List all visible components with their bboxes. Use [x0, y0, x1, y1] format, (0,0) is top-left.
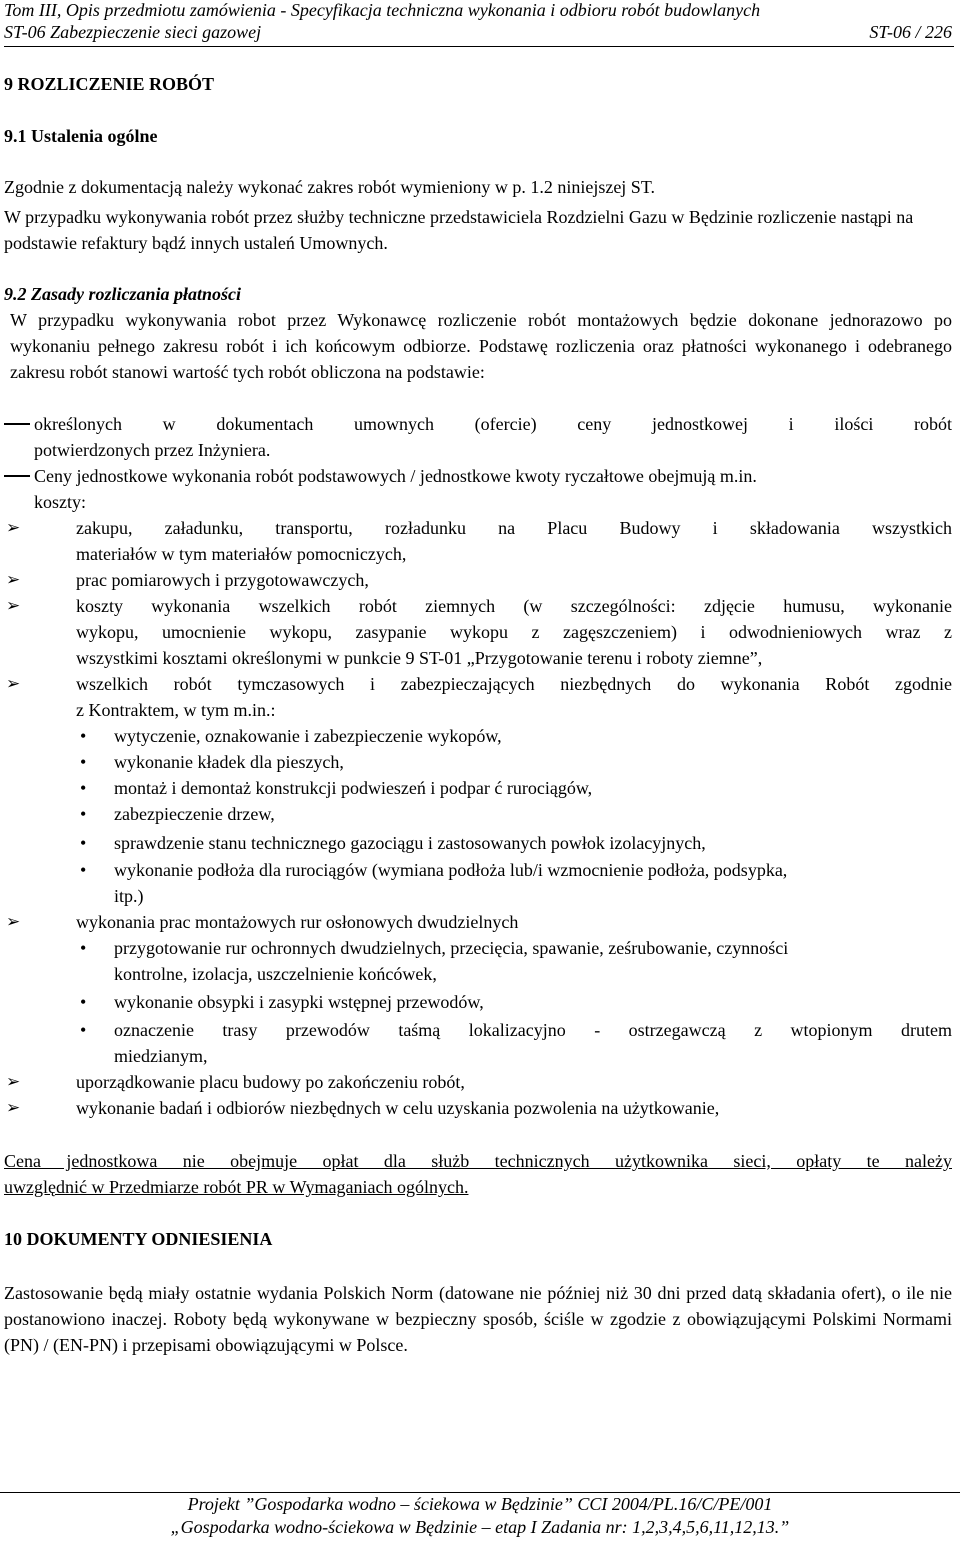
- cost-item-1-b: materiałów w tym materiałów pomocniczych,: [76, 544, 407, 564]
- section-10-paragraph: Zastosowanie będą miały ostatnie wydania Polskich Norm (datowane nie później niż 30 dni przed datą składania ofert), o ile nie postanowiono inaczej. Roboty będą wykonywane w bezpieczny sposób, ściśle w zgodzie z obowiązującymi Polskimi Normami (PN) / (EN-PN) i przepisami obowiązującymi w Polsce.: [4, 1283, 952, 1355]
- bullet-dot-icon: •: [80, 833, 87, 853]
- cost-item-3-a: koszty wykonania wszelkich robót ziemnych (w szczególności: zdjęcie humusu, wykonanie: [76, 596, 952, 616]
- price-note-b: uwzględnić w Przedmiarze robót PR w Wymaganiach ogólnych.: [4, 1177, 469, 1197]
- arrow-bullet-icon: ➢: [6, 674, 21, 693]
- section-10-title: 10 DOKUMENTY ODNIESIENIA: [4, 1229, 273, 1249]
- subitem-b6-b: itp.): [114, 886, 144, 906]
- section-9-1-title: 9.1 Ustalenia ogólne: [4, 126, 158, 146]
- footer-project: Projekt ”Gospodarka wodno – ściekowa w Będzinie” CCI 2004/PL.16/C/PE/001: [187, 1494, 773, 1514]
- subitem-c3-a: oznaczenie trasy przewodów taśmą lokalizacyjno - ostrzegawczą z wtopionym drutem: [114, 1020, 952, 1040]
- cost-item-3-c: wszystkimi kosztami określonymi w punkcie 9 ST-01 „Przygotowanie terenu i roboty ziemne”,: [76, 648, 763, 668]
- subitem-b3: montaż i demontaż konstrukcji podwieszeń i podpar ć rurociągów,: [114, 778, 593, 798]
- footer-task: „Gospodarka wodno-ściekowa w Będzinie – etap I Zadania nr: 1,2,3,4,5,6,11,12,13.”: [170, 1517, 790, 1537]
- subitem-c2: wykonanie obsypki i zasypki wstępnej przewodów,: [114, 992, 484, 1012]
- subitem-c1-a: przygotowanie rur ochronnych dwudzielnych, przecięcia, spawanie, ześrubowanie, czynności: [114, 938, 789, 958]
- arrow-bullet-icon: ➢: [6, 1072, 21, 1091]
- bullet-dot-icon: •: [80, 726, 87, 746]
- cost-item-4-b: z Kontraktem, w tym m.in.:: [76, 700, 276, 720]
- subitem-b5: sprawdzenie stanu technicznego gazociągu i zastosowanych powłok izolacyjnych,: [114, 833, 706, 853]
- bullet-dot-icon: •: [80, 752, 87, 772]
- dash-icon: [4, 475, 30, 477]
- subitem-b2: wykonanie kładek dla pieszych,: [114, 752, 344, 772]
- cost-item-2: prac pomiarowych i przygotowawczych,: [76, 570, 369, 590]
- subitem-b6-a: wykonanie podłoża dla rurociągów (wymiana podłoża lub/i wzmocnienie podłoża, podsypka,: [114, 860, 788, 880]
- dash-item-2-text-a: Ceny jednostkowe wykonania robót podstawowych / jednostkowe kwoty ryczałtowe obejmują m.in.: [34, 466, 757, 486]
- header-spec-name: ST-06 Zabezpieczenie sieci gazowej: [4, 22, 262, 42]
- cost-item-3-b: wykopu, umocnienie wykopu, zasypanie wykopu z zagęszczeniem) i odwodnieniowych wraz z: [76, 622, 952, 642]
- subitem-c1-b: kontrolne, izolacja, uszczelnienie końcówek,: [114, 964, 437, 984]
- bullet-dot-icon: •: [80, 860, 87, 880]
- arrow-bullet-icon: ➢: [6, 596, 21, 615]
- arrow-bullet-icon: ➢: [6, 912, 21, 931]
- subitem-c3-b: miedzianym,: [114, 1046, 208, 1066]
- dash-item-2-text-b: koszty:: [34, 492, 86, 512]
- dash-item-1-text-a: określonych w dokumentach umownych (ofercie) ceny jednostkowej i ilości robót: [34, 414, 952, 434]
- bullet-dot-icon: •: [80, 778, 87, 798]
- bullet-dot-icon: •: [80, 804, 87, 824]
- header-page-number: ST-06 / 226: [869, 22, 952, 42]
- cost-item-7: wykonanie badań i odbiorów niezbędnych w celu uzyskania pozwolenia na użytkowanie,: [76, 1098, 720, 1118]
- header-title: Tom III, Opis przedmiotu zamówienia - Specyfikacja techniczna wykonania i odbioru robót budowlanych: [4, 0, 761, 20]
- section-9-2-paragraph: W przypadku wykonywania robot przez Wykonawcę rozliczenie robót montażowych będzie dokonane jednorazowo po wykonaniu pełnego zakresu robót i ich końcowym odbiorze. Podstawę rozliczenia oraz płatności wykonanego i odebranego zakresu robót stanowi wartość tych robót obliczona na podstawie:: [10, 310, 952, 382]
- bullet-dot-icon: •: [80, 938, 87, 958]
- subitem-b4: zabezpieczenie drzew,: [114, 804, 275, 824]
- dash-icon: [4, 423, 30, 425]
- cost-item-4-a: wszelkich robót tymczasowych i zabezpieczających niezbędnych do wykonania Robót zgodnie: [76, 674, 952, 694]
- bullet-dot-icon: •: [80, 1020, 87, 1040]
- arrow-bullet-icon: ➢: [6, 518, 21, 537]
- footer-divider: [0, 1492, 960, 1493]
- price-note-a: Cena jednostkowa nie obejmuje opłat dla służb technicznych użytkownika sieci, opłaty te należy: [4, 1151, 952, 1171]
- cost-item-5: wykonania prac montażowych rur osłonowych dwudzielnych: [76, 912, 519, 932]
- section-9-1-line1: Zgodnie z dokumentacją należy wykonać zakres robót wymieniony w p. 1.2 niniejszej ST.: [4, 177, 655, 197]
- section-9-title: 9 ROZLICZENIE ROBÓT: [4, 74, 215, 94]
- subitem-b1: wytyczenie, oznakowanie i zabezpieczenie wykopów,: [114, 726, 502, 746]
- header-divider: [4, 46, 954, 47]
- cost-item-1-a: zakupu, załadunku, transportu, rozładunku na Placu Budowy i składowania wszystkich: [76, 518, 952, 538]
- dash-item-1-text-b: potwierdzonych przez Inżyniera.: [34, 440, 271, 460]
- bullet-dot-icon: •: [80, 992, 87, 1012]
- header-subtitle: [4, 22, 952, 43]
- section-9-2-title: 9.2 Zasady rozliczania płatności: [4, 284, 242, 304]
- section-9-1-line2: W przypadku wykonywania robót przez służby techniczne przedstawiciela Rozdzielni Gazu w Będzinie rozliczenie nastąpi na podstawie refaktury bądź innych ustaleń Umownych.: [4, 207, 914, 253]
- arrow-bullet-icon: ➢: [6, 570, 21, 589]
- arrow-bullet-icon: ➢: [6, 1098, 21, 1117]
- cost-item-6: uporządkowanie placu budowy po zakończeniu robót,: [76, 1072, 465, 1092]
